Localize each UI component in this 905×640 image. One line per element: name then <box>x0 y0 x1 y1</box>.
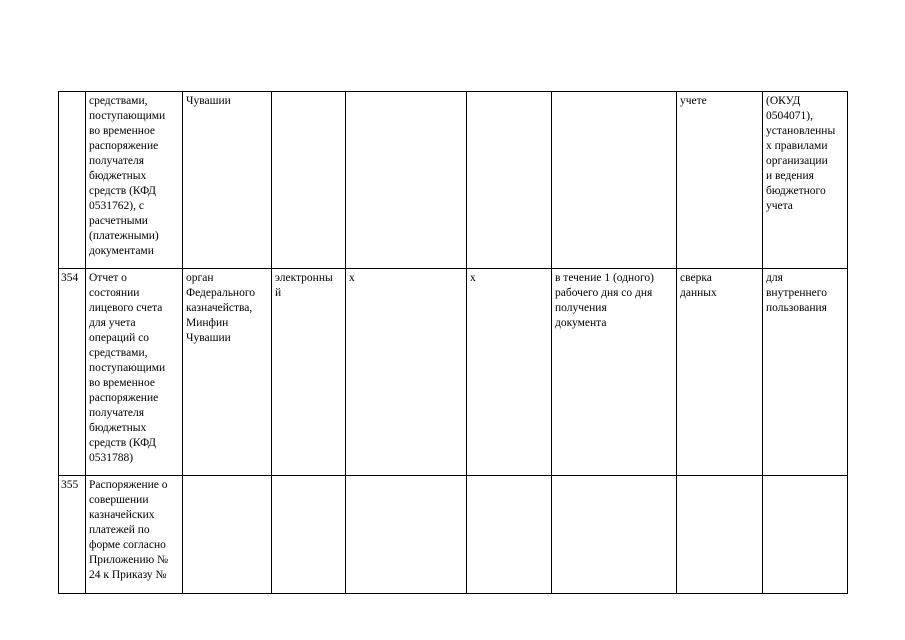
period-cell <box>552 476 677 594</box>
purpose-cell: учете <box>677 92 763 269</box>
source-cell <box>183 476 272 594</box>
table-row <box>59 269 848 476</box>
source-cell: Чувашии <box>183 92 272 269</box>
table-row <box>59 92 848 269</box>
source-cell: орган Федерального казначейства, Минфин Чувашии <box>183 269 272 476</box>
document-table <box>58 91 848 594</box>
period-cell: в течение 1 (одного) рабочего дня со дня получения документа <box>552 269 677 476</box>
form-cell <box>272 92 346 269</box>
column-6-cell: x <box>467 269 552 476</box>
document-name-cell: Распоряжение о совершении казначейских платежей по форме согласно Приложению № 24 к Приказу № <box>86 476 183 594</box>
document-name-cell: средствами, поступающими во временное распоряжение получателя бюджетных средств (КФД 0531762), с расчетными (платежными) документами <box>86 92 183 269</box>
purpose-cell: сверка данных <box>677 269 763 476</box>
column-5-cell <box>346 92 467 269</box>
note-cell: для внутреннего пользования <box>763 269 848 476</box>
column-6-cell <box>467 476 552 594</box>
form-cell: электронны й <box>272 269 346 476</box>
period-cell <box>552 92 677 269</box>
row-number-cell <box>59 92 86 269</box>
column-5-cell <box>346 476 467 594</box>
document-name-cell: Отчет о состоянии лицевого счета для учета операций со средствами, поступающими во временное распоряжение получателя бюджетных средств (КФД 0531788) <box>86 269 183 476</box>
note-cell: (ОКУД 0504071), установленны х правилами организации и ведения бюджетного учета <box>763 92 848 269</box>
form-cell <box>272 476 346 594</box>
column-6-cell <box>467 92 552 269</box>
row-number-cell: 355 <box>59 476 86 594</box>
table-row <box>59 476 848 594</box>
row-number-cell: 354 <box>59 269 86 476</box>
column-5-cell: x <box>346 269 467 476</box>
note-cell <box>763 476 848 594</box>
purpose-cell <box>677 476 763 594</box>
